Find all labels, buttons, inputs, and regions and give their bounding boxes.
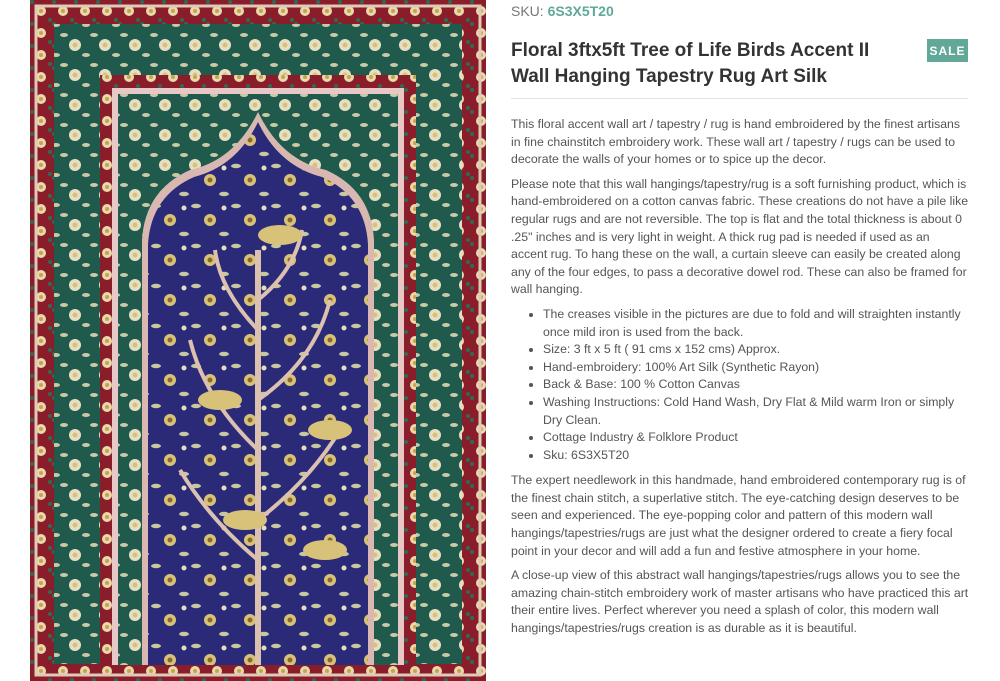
- product-image[interactable]: [30, 0, 486, 681]
- feature-item: • Hand-embroidery: 100% Art Silk (Synthetic Rayon): [543, 359, 969, 377]
- product-title: Floral 3ftx5ft Tree of Life Birds Accent II Wall Hanging Tapestry Rug Art Silk: [511, 40, 870, 87]
- rug-image: [30, 0, 486, 681]
- feature-item: • Back & Base: 100 % Cotton Canvas: [543, 376, 969, 394]
- divider: [511, 98, 968, 99]
- description-paragraph: A close-up view of this abstract wall hangings/tapestries/rugs allows you to see the amazing chain-stitch embroidery work of master artisans who have practiced this art their entire lives. Perfect wherever you need a splash of color, this modern wall hangings/tapestries/rugs creation is as durable as it is beautiful.: [511, 568, 969, 636]
- description-paragraph: Please note that this wall hangings/tapestry/rug is a soft furnishing product, which is hand-embroidered on a cotton canvas fabric. These creations do not have a pile like regular rugs and are not reversible. The top is flat and the total thickness is about 0 .25" inches and is very light in weight. A thick rug pad is needed if used as an accent rug. To hang these on the wall, a curtain sleeve can easily be created along any of the four edges, to pass a decorative dowel rod. These can also be framed for wall hanging.: [511, 176, 969, 297]
- sku-line: [511, 3, 614, 19]
- feature-item: • Sku: 6S3X5T20: [543, 447, 969, 465]
- product-details: [511, 0, 971, 681]
- sku-value: 6S3X5T20: [547, 3, 614, 19]
- feature-item: • Washing Instructions: Cold Hand Wash, Dry Flat & Mild warm Iron or simply Dry Clean.: [543, 394, 969, 429]
- feature-item: • The creases visible in the pictures are due to fold and will straighten instantly once mild iron is used from the back.: [543, 306, 969, 341]
- description-paragraph: This floral accent wall art / tapestry / rug is hand embroidered by the finest artisans in fine chainstitch embroidery work. These wall art / tapestry / rugs can be used to decorate the walls of your homes or to spice up the decor.: [511, 117, 961, 167]
- feature-item: • Size: 3 ft x 5 ft ( 91 cms x 152 cms) Approx.: [543, 341, 969, 359]
- feature-list: [511, 306, 969, 464]
- sale-badge: SALE: [927, 39, 968, 62]
- description-paragraph: The expert needlework in this handmade, hand embroidered contemporary rug is of the finest chain stitch, a superlative stitch. The eye-catching design deserves to be seen and experienced. The eye-popping color and pattern of this modern wall hangings/tapestries/rugs are just what the designer ordered to create a fiery focal point in your decor and will add a fun and festive atmosphere in your home.: [511, 473, 966, 558]
- feature-item: • Cottage Industry & Folklore Product: [543, 429, 969, 447]
- sku-label: SKU:: [511, 3, 544, 19]
- product-description: [511, 116, 969, 645]
